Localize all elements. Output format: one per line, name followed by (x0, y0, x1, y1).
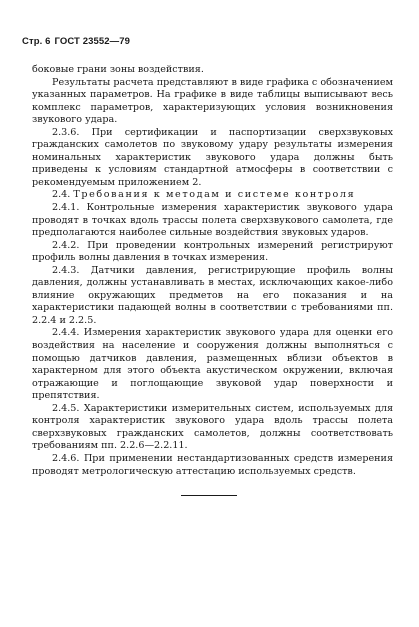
standard-number: ГОСТ 23552—79 (54, 36, 130, 47)
section-number: 2.4. (52, 189, 74, 201)
paragraph: 2.4.2. При проведении контрольных измерений регистрируют профиль волны давления в точках измерения. (32, 239, 393, 264)
paragraph: 2.4.6. При применении нестандартизованных средств измерения проводят метрологическую аттестацию используемых средств. (32, 452, 393, 477)
end-divider (181, 495, 237, 496)
page-number: Стр. 6 (22, 36, 51, 47)
paragraph: 2.3.6. При сертификации и паспортизации сверхзвуковых гражданских самолетов по звуковому удару результаты измерения номинальных характеристик звукового удара должны быть приведены к условиям стандартной атмосферы в соответствии с рекомендуемым приложением 2. (32, 126, 393, 188)
paragraph: боковые грани зоны воздействия. (32, 64, 204, 75)
page-header (22, 36, 130, 47)
paragraph: 2.4.1. Контрольные измерения характеристик звукового удара проводят в точках вдоль трассы полета сверхзвукового самолета, где предполагаются наиболее сильные воздействия звуковых ударов. (32, 202, 393, 239)
paragraph: 2.4.5. Характеристики измерительных систем, используемых для контроля характеристик звукового удара вдоль трассы полета сверхзвуковых гражданских самолетов, должны соответствовать требованиям пп. 2.2.6—2.2.11. (32, 402, 393, 452)
section-heading (32, 189, 393, 202)
paragraph: 2.4.3. Датчики давления, регистрирующие профиль волны давления, должны устанавливать в местах, исключающих какое-либо влияние окружающих предметов на его показания и на характеристики падающей волны в соответствии с требованиями пп. 2.2.4 и 2.2.5. (32, 264, 393, 326)
section-title: Требования к методам и системе контроля (73, 189, 356, 201)
paragraph: Результаты расчета представляют в виде графика с обозначением указанных параметров. На графике в виде таблицы выписывают весь комплекс параметров, характеризующих условия возникновения звукового удара. (32, 76, 393, 126)
paragraph: 2.4.4. Измерения характеристик звукового удара для оценки его воздействия на население и сооружения должны выполняться с помощью датчиков давления, размещенных вблизи объектов в характерном для этого объекта акустическом окружении, включая отражающие и поглощающие звуковой удар поверхности и препятствия. (32, 327, 393, 402)
document-body (32, 64, 393, 478)
